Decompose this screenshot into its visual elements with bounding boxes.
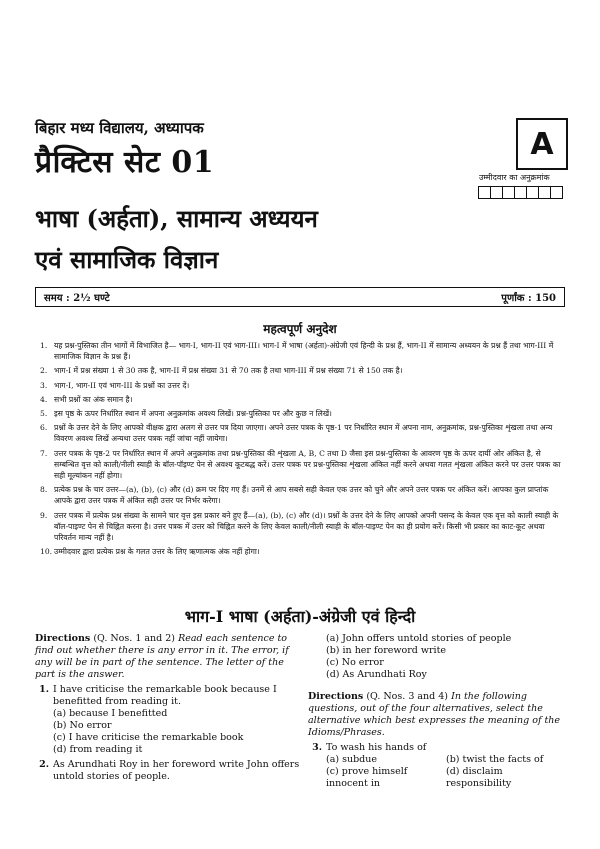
option: (c) I have criticise the remarkable book bbox=[53, 732, 244, 743]
instruction-item: 2. भाग-I में प्रश्न संख्या 1 से 30 तक है, भाग-II में प्रश्न संख्या 31 से 70 तक है तथा भाग-III में प्रश्न संख्या 71 से 150 तक है। bbox=[40, 366, 403, 376]
option: (a) subdue bbox=[326, 754, 377, 765]
exam-time: समय : 2½ घण्टे bbox=[44, 293, 110, 304]
subject-heading-line1: भाषा (अर्हता), सामान्य अध्ययन bbox=[35, 204, 318, 233]
option: (b) twist the facts of bbox=[446, 754, 544, 765]
booklet-series-box bbox=[516, 118, 568, 170]
directions-text: In the following questions, out of the four alternatives, select the alternative which best expresses the meaning of the Idioms/Phrases. bbox=[308, 691, 561, 738]
option-row bbox=[308, 754, 568, 766]
roll-number-boxes bbox=[479, 186, 563, 199]
question-1: 1. I have criticise the remarkable book because I benefitted from reading it. bbox=[35, 684, 303, 708]
roll-number-label: उम्मीदवार का अनुक्रमांक bbox=[479, 173, 550, 182]
directions-label: Directions bbox=[35, 633, 91, 644]
question-2: 2. As Arundhati Roy in her foreword write John offers untold stories of people. bbox=[35, 759, 303, 783]
exam-info-bar bbox=[35, 287, 565, 307]
exam-marks: पूर्णांक : 150 bbox=[501, 293, 556, 304]
instruction-item: 7. उत्तर पत्रक के पृष्ठ-2 पर निर्धारित स्थान में अपने अनुक्रमांक तथा प्रश्न-पुस्तिका की शृंखला A, B, C तथा D जैसा इस प्रश्न-पुस्तिका के आवरण पृष्ठ के ऊपर दायीं ओर अंकित है, से सम्बन्धित वृत्त को काली/नीली स्याही के बॉल-पॉइण्ट पेन से अवश्य कूटबद्ध करें। उत्तर पत्रक पर प्रश्न-पुस्तिका शृंखला अंकित नहीं करने अथवा गलत शृंखला अंकित करने पर उत्तर पत्रक का सही मूल्यांकन नहीं होगा। bbox=[40, 448, 561, 481]
exam-subtitle: बिहार मध्य विद्यालय, अध्यापक bbox=[35, 119, 204, 137]
question-3: 3. To wash his hands of bbox=[308, 742, 568, 754]
instruction-item: 3. भाग-I, भाग-II एवं भाग-III के प्रश्नों का उत्तर दें। bbox=[40, 380, 190, 390]
directions-block bbox=[35, 633, 303, 681]
directions-block bbox=[308, 691, 568, 739]
instruction-item: 5. इस पृष्ठ के ऊपर निर्धारित स्थान में अपना अनुक्रमांक अवश्य लिखें। प्रश्न-पुस्तिका पर और कुछ न लिखें। bbox=[40, 409, 332, 419]
option: (c) prove himself innocent in bbox=[326, 766, 408, 789]
directions-label: Directions bbox=[308, 691, 364, 702]
roll-digit-box bbox=[550, 186, 563, 199]
directions-text: Read each sentence to find out whether there is any error in it. The error, if any will be in part of the sentence. The letter of the part is the answer. bbox=[35, 633, 289, 680]
option-row bbox=[308, 766, 568, 790]
option: (b) No error bbox=[53, 720, 112, 731]
page-title: प्रैक्टिस सेट 01 bbox=[35, 145, 215, 180]
instruction-item: 10. उम्मीदवार द्वारा प्रत्येक प्रश्न के गलत उत्तर के लिए ऋणात्मक अंक नहीं होगा। bbox=[40, 547, 260, 557]
instruction-item: 1. यह प्रश्न-पुस्तिका तीन भागों में विभाजित है— भाग-I, भाग-II एवं भाग-III। भाग-I में भाषा (अर्हता)-अंग्रेजी एवं हिन्दी के प्रश्न हैं, भाग-II में सामान्य अध्ययन के प्रश्न हैं तथा भाग-III में सामाजिक विज्ञान के प्रश्न हैं। bbox=[40, 341, 554, 362]
option: (c) No error bbox=[326, 657, 384, 668]
instruction-item: 6. प्रश्नों के उत्तर देने के लिए आपको वीक्षक द्वारा अलग से उत्तर पत्र दिया जाएगा। अपने उत्तर पत्रक के पृष्ठ-1 पर निर्धारित स्थान में अपना नाम, अनुक्रमांक, प्रश्न-पुस्तिका शृंखला तथा अन्य विवरण अवश्य लिखें अन्यथा उत्तर पत्रक नहीं जांचा नहीं जायेगा। bbox=[40, 423, 553, 444]
question-text: As Arundhati Roy in her foreword write John offers untold stories of people. bbox=[53, 759, 300, 782]
instructions-list bbox=[40, 340, 568, 560]
option: (d) disclaim responsibility bbox=[446, 766, 512, 789]
directions-range: (Q. Nos. 3 and 4) bbox=[366, 691, 449, 702]
option: (a) John offers untold stories of people bbox=[326, 633, 512, 644]
option: (d) from reading it bbox=[53, 744, 143, 755]
left-column bbox=[35, 633, 303, 783]
instruction-item: 4. सभी प्रश्नों का अंक समान है। bbox=[40, 394, 133, 404]
booklet-series-letter: A bbox=[530, 126, 554, 162]
instruction-item: 8. प्रत्येक प्रश्न के चार उत्तर—(a), (b), (c) और (d) क्रम पर दिए गए हैं। उनमें से आप सबसे सही केवल एक उत्तर को चुने और अपने उत्तर पत्रक पर अंकित करें। आपका कुल प्राप्तांक आपके द्वारा उत्तर पत्रक में अंकित सही उत्तर पर निर्भर करेगा। bbox=[40, 485, 549, 506]
right-column bbox=[308, 633, 568, 790]
directions-range: (Q. Nos. 1 and 2) bbox=[93, 633, 176, 644]
part-heading: भाग-I भाषा (अर्हता)-अंग्रेजी एवं हिन्दी bbox=[184, 607, 416, 626]
option: (b) in her foreword write bbox=[326, 645, 447, 656]
question-text: I have criticise the remarkable book because I benefitted from reading it. bbox=[53, 684, 277, 707]
option: (d) As Arundhati Roy bbox=[326, 669, 427, 680]
instructions-title: महत्वपूर्ण अनुदेश bbox=[263, 322, 337, 336]
option: (a) because I benefitted bbox=[53, 708, 168, 719]
subject-heading-line2: एवं सामाजिक विज्ञान bbox=[35, 245, 219, 274]
question-text: To wash his hands of bbox=[326, 742, 427, 753]
instruction-item: 9. उत्तर पत्रक में प्रत्येक प्रश्न संख्या के सामने चार वृत्त इस प्रकार बने हुए हैं—(a), (b), (c) और (d)। प्रश्नों के उत्तर देने के लिए आपको अपनी पसन्द के केवल एक वृत्त को काली स्याही के बॉल-पाइण्ट पेन से चिह्नित करना है। उत्तर पत्रक में उत्तर को चिह्नित करने के लिए केवल काली/नीली स्याही के बॉल-पाइण्ट पेन का ही प्रयोग करें। किसी भी प्रकार का काट-कूट अथवा परिवर्तन मान्य नहीं है। bbox=[40, 510, 559, 543]
